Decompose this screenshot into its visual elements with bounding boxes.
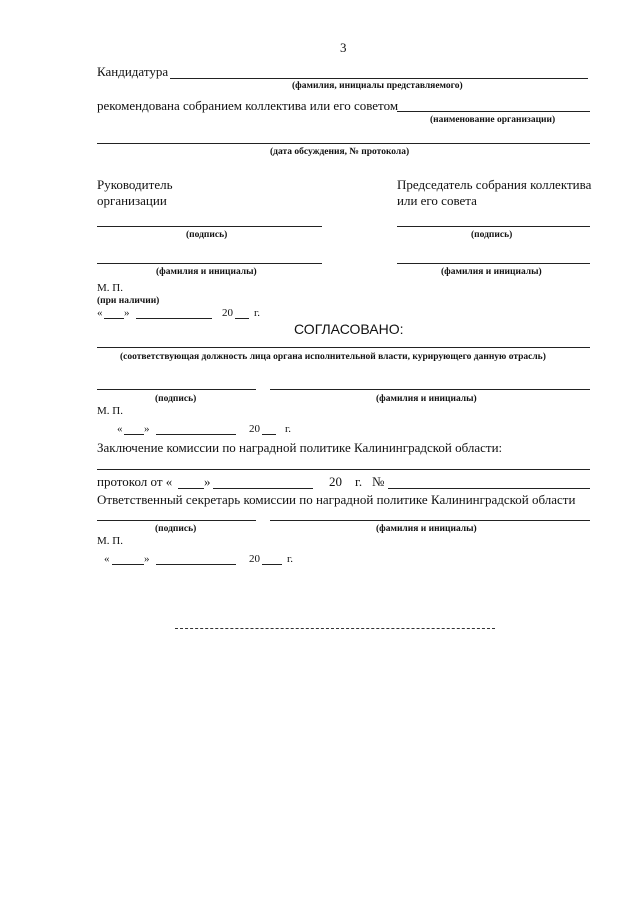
head-signature-caption: (подпись) <box>186 230 228 240</box>
stamp-date-close: » <box>124 307 130 319</box>
agreed-signature-line[interactable] <box>97 389 256 390</box>
secretary-name-caption: (фамилия и инициалы) <box>376 524 477 534</box>
commission-day-line[interactable] <box>112 564 144 565</box>
chair-signature-line[interactable] <box>397 226 590 227</box>
protocol-number-sign: № <box>372 474 385 489</box>
protocol-day-line[interactable] <box>178 488 204 489</box>
protocol-g: г. <box>355 474 363 489</box>
head-name-caption: (фамилия и инициалы) <box>156 267 257 277</box>
protocol-year: 20 <box>329 474 342 489</box>
recommended-label: рекомендована собранием коллектива или его советом <box>97 98 399 113</box>
stamp-mp: М. П. <box>97 282 123 294</box>
stamp-year-line[interactable] <box>235 318 249 319</box>
commission-year-line[interactable] <box>262 564 282 565</box>
chair-name-caption: (фамилия и инициалы) <box>441 267 542 277</box>
agreed-date-close: » <box>144 423 150 435</box>
secretary-name-line[interactable] <box>270 520 590 521</box>
secretary-signature-caption: (подпись) <box>155 524 197 534</box>
end-separator-line <box>175 628 495 629</box>
agreed-title: СОГЛАСОВАНО: <box>294 321 404 337</box>
protocol-number-line[interactable] <box>388 488 590 489</box>
commission-conclusion-label: Заключение комиссии по наградной политике Калининградской области: <box>97 440 503 455</box>
agreed-date-open: « <box>117 423 123 435</box>
agreed-year-line[interactable] <box>262 434 276 435</box>
commission-year: 20 <box>249 553 260 565</box>
discussion-caption: (дата обсуждения, № протокола) <box>270 147 410 157</box>
protocol-date-close: » <box>204 474 211 489</box>
commission-date-close: » <box>144 553 150 565</box>
stamp-day-line[interactable] <box>104 318 124 319</box>
organization-caption: (наименование организации) <box>430 115 556 125</box>
protocol-from-label: протокол от « <box>97 474 173 489</box>
agreed-year: 20 <box>249 423 260 435</box>
agreed-g: г. <box>285 423 292 435</box>
agreed-month-line[interactable] <box>156 434 236 435</box>
agreed-name-caption: (фамилия и инициалы) <box>376 394 477 404</box>
commission-date-open: « <box>104 553 110 565</box>
stamp-month-line[interactable] <box>136 318 212 319</box>
commission-month-line[interactable] <box>156 564 236 565</box>
head-name-line[interactable] <box>97 263 322 264</box>
agreed-day-line[interactable] <box>124 434 144 435</box>
chair-signature-caption: (подпись) <box>471 230 513 240</box>
protocol-month-line[interactable] <box>213 488 313 489</box>
organization-line[interactable] <box>397 111 590 112</box>
head-title-line2: организации <box>97 193 167 208</box>
candidacy-label: Кандидатура <box>97 64 169 79</box>
candidacy-line[interactable] <box>170 78 588 79</box>
commission-conclusion-line[interactable] <box>97 469 590 470</box>
chair-name-line[interactable] <box>397 263 590 264</box>
page-number: 3 <box>340 40 347 55</box>
stamp-if-any: (при наличии) <box>97 296 160 306</box>
chair-title-line1: Председатель собрания коллектива <box>397 177 592 192</box>
commission-g: г. <box>287 553 294 565</box>
stamp-year: 20 <box>222 307 233 319</box>
agreed-signature-caption: (подпись) <box>155 394 197 404</box>
chair-title-line2: или его совета <box>397 193 477 208</box>
secretary-label: Ответственный секретарь комиссии по наградной политике Калининградской области <box>97 492 576 507</box>
stamp-g: г. <box>254 307 261 319</box>
discussion-line[interactable] <box>97 143 590 144</box>
agreed-position-line[interactable] <box>97 347 590 348</box>
head-signature-line[interactable] <box>97 226 322 227</box>
agreed-name-line[interactable] <box>270 389 590 390</box>
secretary-signature-line[interactable] <box>97 520 256 521</box>
commission-mp: М. П. <box>97 535 123 547</box>
stamp-date-open: « <box>97 307 103 319</box>
candidacy-caption: (фамилия, инициалы представляемого) <box>292 81 463 91</box>
agreed-position-caption: (соответствующая должность лица органа исполнительной власти, курирующего данную отрасль) <box>120 352 546 362</box>
agreed-mp: М. П. <box>97 405 123 417</box>
head-title-line1: Руководитель <box>97 177 173 192</box>
